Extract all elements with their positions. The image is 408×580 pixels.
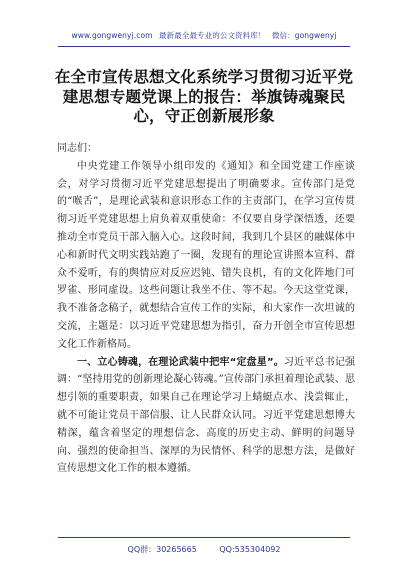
footer-qq: QQ:535304092 <box>219 545 281 554</box>
section-paragraph <box>57 354 355 479</box>
page-footer <box>0 544 408 555</box>
header-divider <box>58 46 350 47</box>
salutation: 同志们： <box>57 143 97 154</box>
header-tagline: 最新最全最专业的公文资料库！ <box>159 31 266 40</box>
page-header <box>0 30 408 41</box>
document-body <box>57 140 355 478</box>
header-wechat: 微信：gongwenyj <box>271 31 337 40</box>
section-heading: 一、立心铸魂，在理论武装中把牢“定盘星”。 <box>77 356 284 368</box>
header-site: www.gongwenyj.com <box>71 31 153 40</box>
footer-divider <box>58 537 350 538</box>
document-title: 在全市宣传思想文化系统学习贯彻习近平党建思想专题党课上的报告：举旗铸魂聚民心，守正创新展形象 <box>54 68 354 125</box>
section-text: 习近平总书记强调：“坚持用党的创新理论凝心铸魂。”宣传部门承担着理论武装、思想引领的重要职责，如果自己在理论学习上蜻蜓点水、浅尝辄止，就不可能让党员干部信服、让人民群众认同。习近平党建思想博大精深，蕴含着坚定的理想信念、高度的历史主动、鲜明的问题导向、强烈的使命担当、深厚的为民情怀、科学的思想方法，是做好宣传思想文化工作的根本遵循。 <box>57 356 355 475</box>
body-paragraph: 中央党建工作领导小组印发的《通知》和全国党建工作座谈会，对学习贯彻习近平党建思想提出了明确要求。宣传部门是党的“喉舌”，是理论武装和意识形态工作的主责部门，在学习宣传贯彻习近平党建思想上肩负着双重使命：不仅要自身学深悟透，还要推动全市党员干部入脑入心。这段时间，我到几个县区的融媒体中心和新时代文明实践站跑了一圈，发现有的理论宣讲照本宣科、群众不爱听，有的舆情应对反应迟钝、错失良机，有的文化阵地门可罗雀、形同虚设。这些问题让我坐不住、等不起。今天这堂党课，我不准备念稿子，就想结合宣传工作的实际，和大家作一次坦诚的交流，主题是：以习近平党建思想为指引，奋力开创全市宣传思想文化工作新格局。 <box>57 160 355 350</box>
footer-qq-group: QQ群：30265665 <box>127 545 197 554</box>
